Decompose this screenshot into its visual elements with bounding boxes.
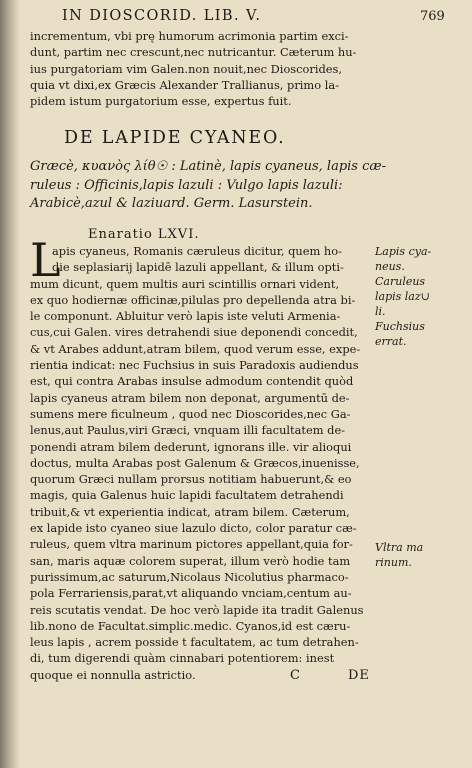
text-line: apis cyaneus, Romanis cæruleus dicitur, quem ho- bbox=[52, 244, 342, 258]
margin-line: Fuchsius bbox=[375, 320, 425, 333]
text-line: ex lapide isto cyaneo siue lazulo dicto, color paratur cæ- bbox=[30, 521, 357, 536]
text-line: mum dicunt, quem multis auri scintillis ornari vident, bbox=[30, 276, 340, 291]
text-line: purissimum,ac saturum,Nicolaus Nicolutius pharmaco- bbox=[30, 569, 349, 584]
margin-line: lapis laz∪ bbox=[375, 290, 430, 303]
margin-line: li. bbox=[375, 305, 386, 318]
margin-note-vltra-marinum bbox=[375, 540, 455, 570]
synonym-line: Græcè, κυανὸς λίθ☉ : Latinè, lapis cyaneus, lapis cæ- bbox=[30, 159, 386, 174]
text-line: quia vt dixi,ex Græcis Alexander Trallianus, primo la- bbox=[30, 77, 339, 92]
running-head: IN DIOSCORID. LIB. V. bbox=[62, 8, 262, 24]
signature-mark: C bbox=[290, 668, 300, 683]
text-line: le componunt. Abluitur verò lapis iste veluti Armenia- bbox=[30, 309, 341, 324]
text-line: tribuit,& vt experientia indicat, atram bilem. Cæterum, bbox=[30, 504, 350, 519]
margin-line: Caruleus bbox=[375, 275, 426, 288]
section-title: DE LAPIDE CYANEO. bbox=[64, 128, 286, 148]
text-line: doctus, multa Arabas post Galenum & Græcos,inuenisse, bbox=[30, 455, 360, 470]
margin-line: neus. bbox=[375, 260, 405, 273]
margin-note-lapis-cyaneus bbox=[375, 244, 455, 349]
text-line: sumens mere ficulneum , quod nec Dioscorides,nec Ga- bbox=[30, 406, 351, 421]
synonyms-block bbox=[30, 158, 386, 214]
enarratio-heading: Enaratio LXVI. bbox=[88, 227, 200, 242]
text-line: incrementum, vbi prę humorum acrimonia partim exci- bbox=[30, 29, 349, 43]
text-line: ruleus, quem vltra marinum pictores appellant,quia for- bbox=[30, 537, 353, 552]
text-line: lenus,aut Paulus,viri Græci, vnquam illi facultatem de- bbox=[30, 423, 346, 438]
text-line: dunt, partim nec crescunt,nec nutricantur. Cæterum hu- bbox=[30, 45, 357, 60]
main-paragraph bbox=[30, 243, 370, 683]
page-number: 769 bbox=[420, 9, 445, 24]
text-line: san, maris aquæ colorem superat, illum verò hodie tam bbox=[30, 553, 351, 568]
text-line: lapis cyaneus atram bilem non deponat, argumentū de- bbox=[30, 390, 350, 405]
text-line: & vt Arabes addunt,atram bilem, quod verum esse, expe- bbox=[30, 341, 361, 356]
margin-line: Vltra ma bbox=[375, 541, 424, 554]
text-line: quoque ei nonnulla astrictio. bbox=[30, 667, 196, 682]
text-line: quorum Græci nullam prorsus notitiam habuerunt,& eo bbox=[30, 472, 352, 487]
text-line: die seplasiarij lapidē lazuli appellant, & illum opti- bbox=[52, 260, 344, 275]
text-line: leus lapis , acrem posside t facultatem, ac tum detrahen- bbox=[30, 635, 359, 650]
text-line: ponendi atram bilem dederunt, ignorans ille. vir alioqui bbox=[30, 439, 352, 454]
catchword: DE bbox=[348, 668, 370, 683]
text-line: cus,cui Galen. vires detrahendi siue deponendi concedit, bbox=[30, 325, 358, 340]
text-line: rientia indicat: nec Fuchsius in suis Paradoxis audiendus bbox=[30, 358, 359, 373]
text-line: di, tum digerendi quàm cinnabari potentiorem: inest bbox=[30, 651, 335, 666]
margin-line: Lapis cya- bbox=[375, 245, 432, 258]
text-line: lib.nono de Facultat.simplic.medic. Cyanos,id est cæru- bbox=[30, 618, 351, 633]
synonym-line: ruleus : Officinis,lapis lazuli : Vulgo lapis lazuli: bbox=[30, 177, 343, 193]
text-line: magis, quia Galenus huic lapidi facultatem detrahendi bbox=[30, 488, 344, 503]
text-line: pidem istum purgatorium esse, expertus fuit. bbox=[30, 94, 292, 109]
text-line: ex quo hodiernæ officinæ,pilulas pro depellenda atra bi- bbox=[30, 292, 356, 307]
text-line: pola Ferrariensis,parat,vt aliquando vnciam,centum au- bbox=[30, 586, 352, 601]
margin-line: errat. bbox=[375, 335, 407, 348]
text-line: reis scutatis vendat. De hoc verò lapide ita tradit Galenus bbox=[30, 602, 364, 617]
intro-paragraph bbox=[30, 28, 370, 109]
text-line: ius purgatoriam vim Galen.non nouit,nec Dioscorides, bbox=[30, 61, 342, 76]
drop-cap: L bbox=[30, 233, 61, 287]
synonym-line: Arabicè,azul & laziuard. Germ. Lasurstein. bbox=[30, 196, 313, 211]
margin-line: rinum. bbox=[375, 556, 412, 569]
text-line: est, qui contra Arabas insulse admodum contendit quòd bbox=[30, 374, 354, 389]
page-gutter bbox=[0, 0, 20, 768]
